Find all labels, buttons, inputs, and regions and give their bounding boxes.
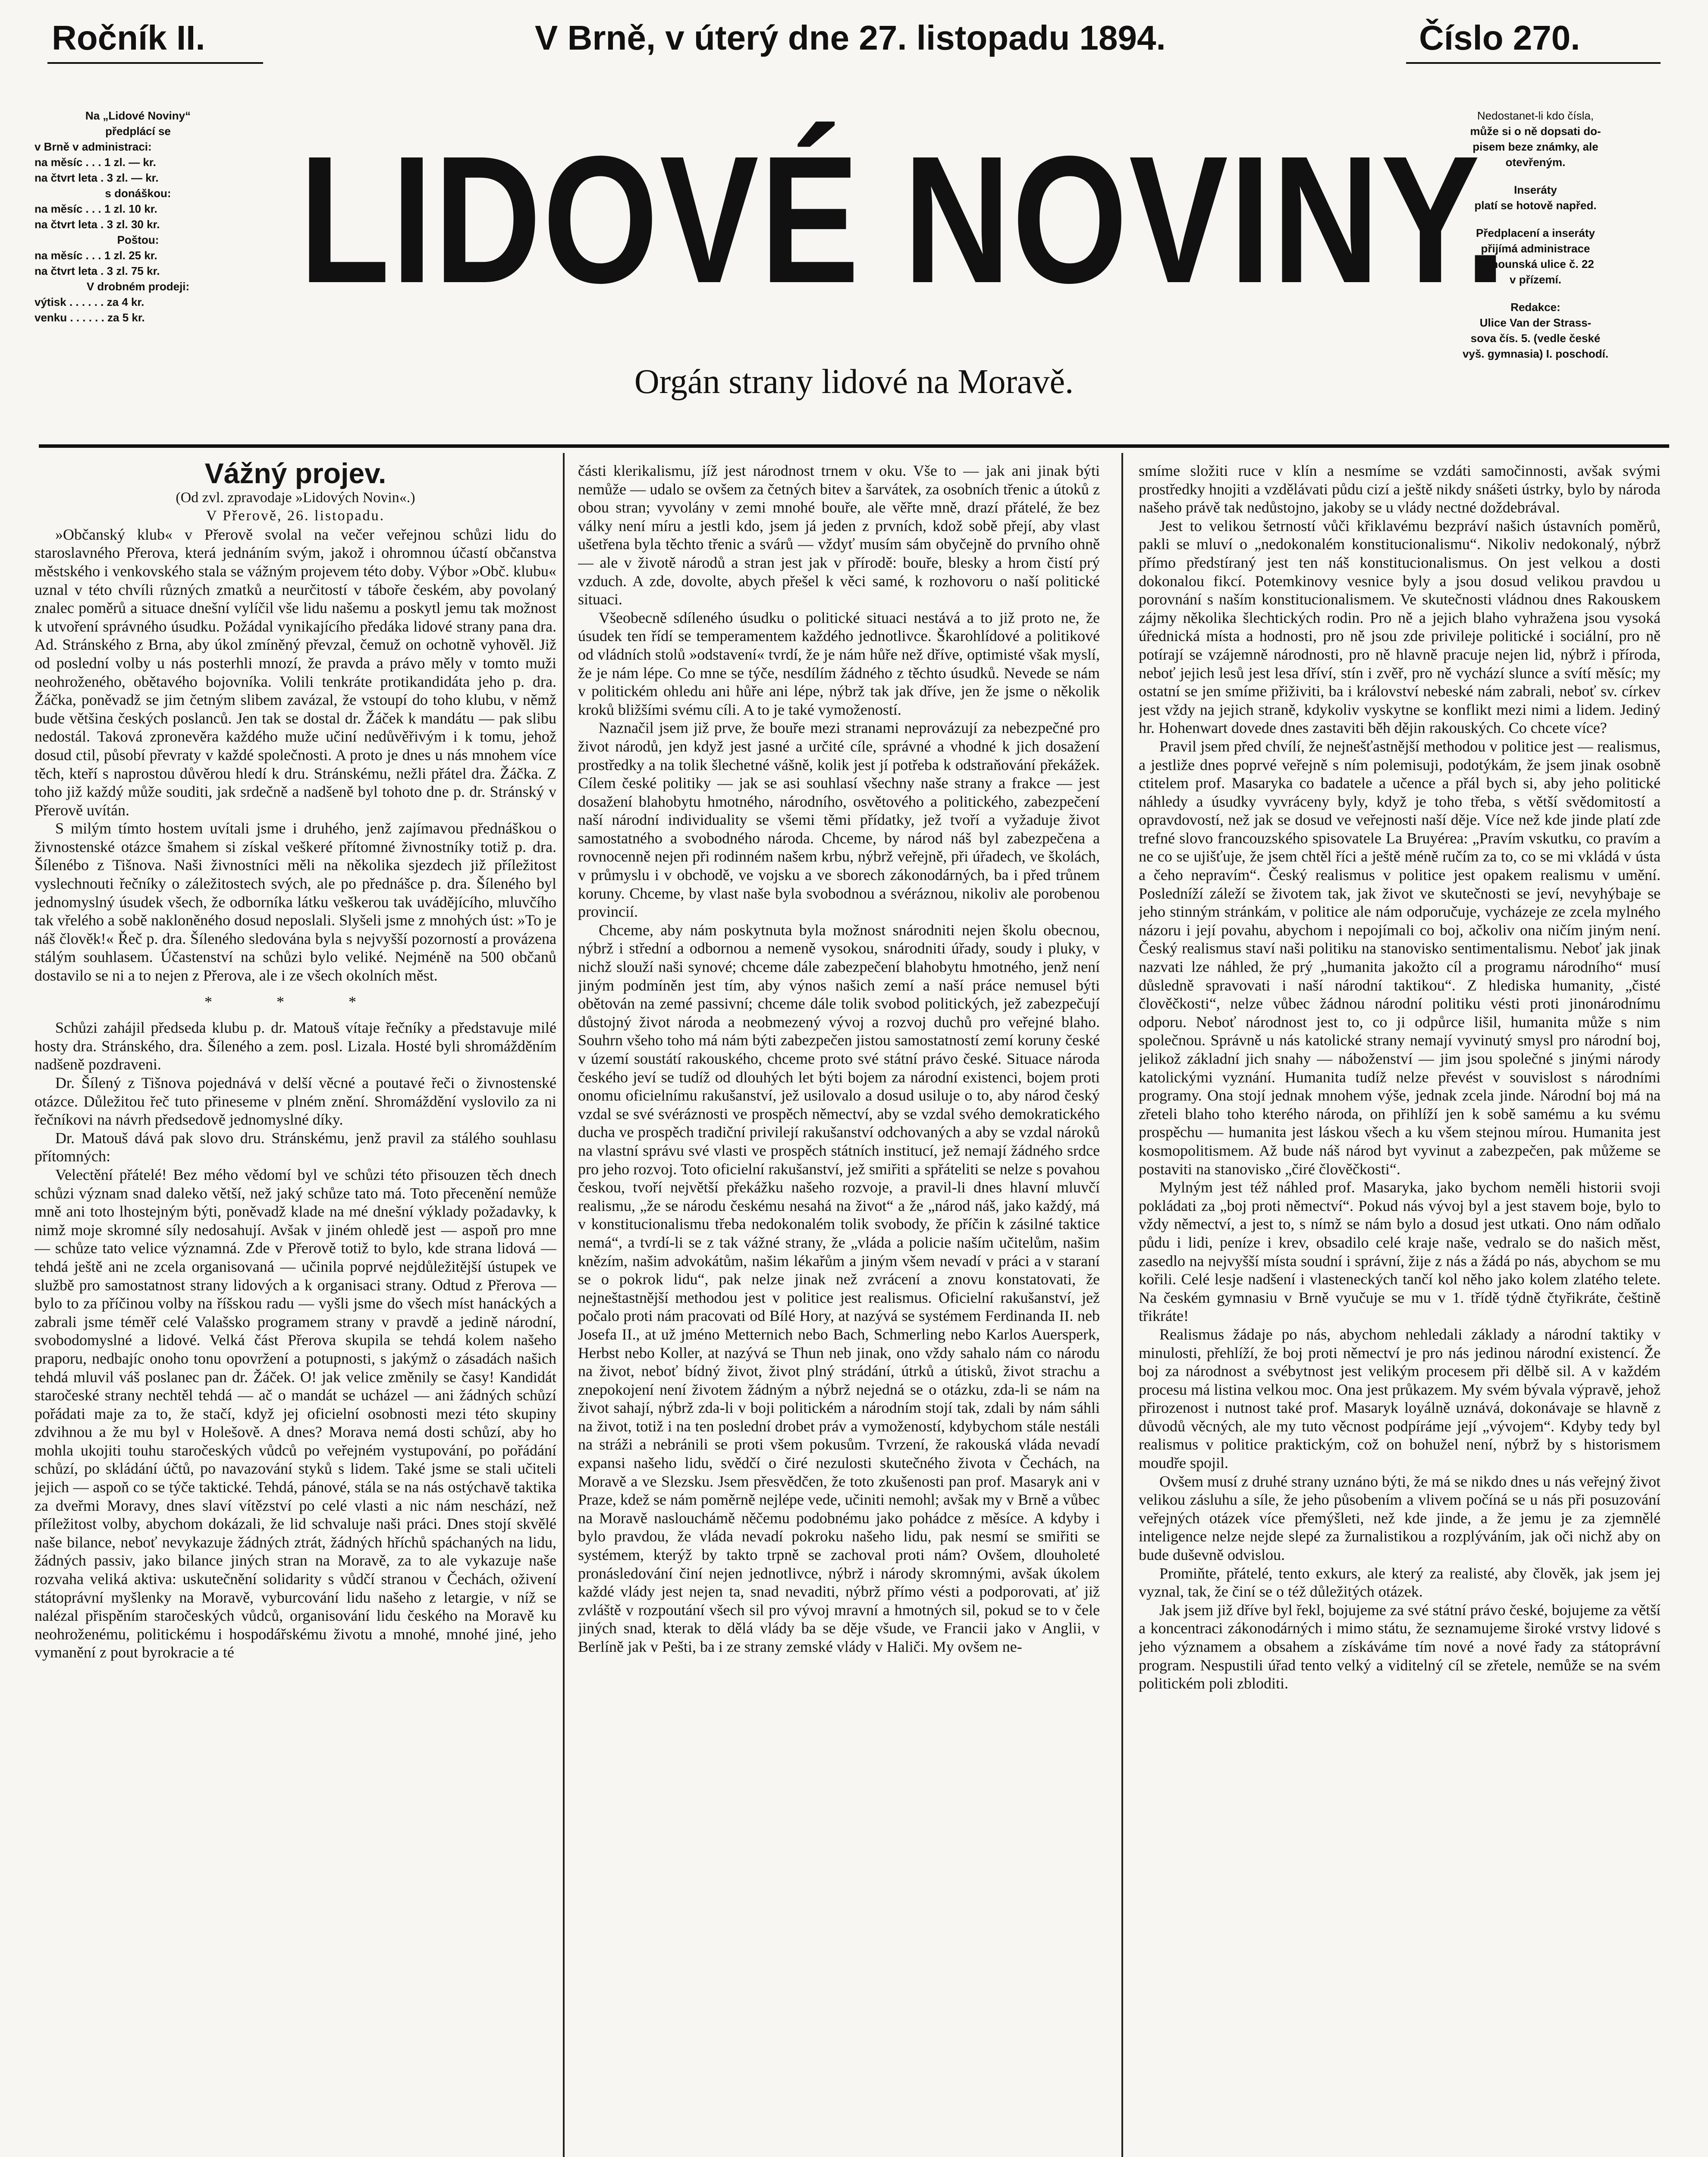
- paragraph: Pravil jsem před chvílí, že nejnešťastnější methodou v politice jest — realismus, a jestliže dnes poprvé veřejně s ním polemisuji, podotýkám, že jsem jinak osobně ctitelem prof. Masaryka co badatele a učence a přál bych si, aby jeho politické náhledy a úsudky vyvráceny byly, když je toho třeba, s větší svědomitostí a opravdovostí, než jak se dosud ve veřejnosti naší děje. Více než kde jinde platí zde trefné slovo francouzského spisovatele La Bruyérea: „Pravím vskutku, co pravím a ne co se ujišťuje, že jsem chtěl říci a ještě méně ručím za to, co se mi vkládá v ústa a čeho nepravím“. Český realismus v politice jest opakem realismu v umění. Posledníží záleží se životem tak, jak život ve skutečnosti se jeví, nevyhýbaje se jeho stinným stránkám, v politice ale nám odporučuje, vycházeje ze zcela mylného názoru i její povahu, abychom i nepojímali co boj, ačkoliv ona ničím jiným není. Český realismus staví naši politiku na stanovisko sentimentalismu. Neboť jak jinak nazvati lze náhled, že prý „humanita jakožto cíl a programu národního“ musí důsledně spravovati i naší národní taktikou“. Z hlediska humanity, „čisté člověčkosti“, nelze vůbec žádnou národní politiku vésti proti jinonárodnímu odporu. Neboť národnost jest to, co ji odpůrce lišil, humanita může s nim společnou. Správně u nás katolické strany nemají vyvinutý smysl pro národní boj, jelikož základní jich snahy — náboženství — jim jsou společné s jinými národy katolickými vyznání. Humanita tudíž nelze převést v souvislost s národními programy. Ona stojí jednak mnohem výše, jednak zcela jinde. Národní boj má na zřeteli blaho toho kterého národa, on přihlíží jen k sobě samému a ku svému prospěchu — humanita jest láskou všech a ku všem stejnou mírou. Humanita jest kosmopolitismem. Až bude náš národ byt vyvinut a zabezpečen, pak můžeme se postaviti na stanovisko „čiré člověčkosti“.: [1139, 737, 1661, 1178]
- paragraph: Realismus žádaje po nás, abychom nehledali základy a národní taktiky v minulosti, přehlíží, že boj proti němectví je pro nás jedinou národní existencí. Že boj za národnost a svébytnost jest velikým procesem při dělbě sil. A v každém procesu má listina velkou moc. Ona jest průkazem. My svém bývala výpravě, jehož přirozenost i nutnost také prof. Masaryk loyálně uznává, dokonávaje se hlavně z důvodů věcných, ale my tuto věcnost podpíráme její „vývojem“. Kdyby tedy byl realismus v politice praktickým, což on bohužel není, nýbrž by s historismem moudře spojil.: [1139, 1325, 1661, 1472]
- notice-row: Redakce:: [1510, 301, 1560, 314]
- header-underline-left: [47, 62, 263, 64]
- paragraph: Promiňte, přátelé, tento exkurs, ale který za realisté, aby člověk, jak jsem jej vyznal, tak, že činí se o též důležitých otázek.: [1139, 1564, 1661, 1600]
- paragraph: Dr. Matouš dává pak slovo dru. Stránskému, jenž pravil za stálého souhlasu přítomných:: [35, 1129, 556, 1165]
- sub-row: na měsíc . . . 1 zl. 10 kr.: [35, 202, 157, 215]
- paragraph: Jak jsem již dříve byl řekl, bojujeme za své státní právo české, bojujeme za větší a koncentraci zákonodárných i mimo státu, že seznamujeme široké vrstvy lidové s jeho významem a obsahem a získáváme tím nové a nové řady za státoprávní program. Nespustili úřad tento velký a viditelný cíl se zřetele, nemůže se na svém politickém poli zbloditi.: [1139, 1601, 1661, 1692]
- sub-row: V drobném prodeji:: [86, 280, 190, 293]
- paragraph: »Občanský klub« v Přerově svolal na večer veřejnou schůzi lidu do staroslavného Přerova, která jednáním svým, jakož i ohromnou účastí občanstva městského i venkovského stala se vážným projevem této doby. Výbor »Obč. klubu« uznal v této chvíli různých zmatků a neurčitostí v táboře českém, aby povolaný znalec poměrů a situace dnešní vylíčil vše lidu našemu a poskytl jemu tak možnost k utvoření správného úsudku. Požádal vynikajícího předáka lidové strany pana dra. Ad. Stránského z Brna, aby úkol zmíněný převzal, čemuž on ochotně vyhověl. Již od poslední volby u nás posterhli mnozí, že pravda a právo měly v tomto muži neohroženého, obětavého bojovníka. Volili tenkráte protikandidáta jeho p. dra. Žáčka, poněvadž se jim četným slibem zavázal, že vstoupí do toho klubu, v němž bude většina českých poslanců. Jen tak se dostal dr. Žáček k mandátu — pak slibu nedostál. Taková zpronevěra každého muže učiní nedůvěřivým i k tomu, jehož dosud ctil, působí převraty v každé společnosti. A proto je dnes u nás mnohem více těch, kteří s naprostou důvěrou hledí k dru. Stránskému, nežli přátel dra. Žáčka. Z toho již každý může souditi, jak srdečně a nadšeně byl tohoto dne p. dr. Stránský v Přerově uvítán.: [35, 525, 556, 819]
- notice-row: vyš. gymnasia) I. poschodí.: [1462, 347, 1609, 360]
- sub-row: na měsíc . . . 1 zl. — kr.: [35, 156, 156, 169]
- paragraph: Dr. Šílený z Tišnova pojednává v delší věcné a poutavé řeči o živnostenské otázce. Důležitou řeč tuto přineseme v plném znění. Shromáždění vyslovilo za ni řečníkovi na návrh předsedově jednomyslné díky.: [35, 1074, 556, 1129]
- sub-row: na měsíc . . . 1 zl. 25 kr.: [35, 249, 157, 262]
- masthead-rule: [39, 444, 1669, 448]
- notice-row: Inseráty: [1514, 183, 1557, 196]
- header-underline-right: [1406, 62, 1661, 64]
- sub-row: na čtvrt leta . 3 zl. 75 kr.: [35, 264, 160, 277]
- sub-row: venku . . . . . . za 5 kr.: [35, 311, 145, 324]
- paragraph: Velectění přátelé! Bez mého vědomí byl ve schůzi této přisouzen těch dnech schůzi význam snad daleko větší, než jaký schůze tato má. Toto přecenění nemůže mně ani toto lhostejným býti, poněvadž klade na mé dnešní výklady požadavky, k nimž moje skromné síly nedosahují. Avšak v jiném ohledě jest — aspoň pro mne — schůze tato velice významná. Zde v Přerově totiž to bylo, kde strana lidová — tehdá ještě ani ne zcela organisovaná — učinila poprvé nejdůležitější ústupek ve službě pro samostatnost strany lidových a k organisaci strany. Odtud z Přerova — bylo to za příčinou volby na říšskou radu — vyšli jsme do všech míst hanáckých a zabrali jsme téměř celé Valašsko programem strany v pravdě a jedině národní, svobodomyslné a lidové. Velká část Přerova skupila se tehdá kolem našeho praporu, nedbajíc onoho tonu opovržení a potupnosti, s jakýmž o zásadách našich tehdá mluvil váš poslanec pan dr. Žáček. O! jak velice změnily se časy! Kandidát staročeské strany nechtěl tehdá — ač o mandát se ucházel — ani žádných schůzí pořádati maje za to, že stačí, když jej oficielní osobnosti mezi této skupiny zdvihnou a že mu byl v Holešově. A dnes? Morava nemá dosti schůzí, aby ho mohla ukojiti touhu staročeských vůdců po veřejném vystupování, po pořádání schůzí, po skládání účtů, po navazování styků s lidem. Také jsme se stali učiteli jejich — aspoň co se týče taktické. Tehdá, pánové, stála se na nás ostýchavě taktika za dveřmi Moravy, dnes slaví vítězství po celé vlasti a nic nám neschází, než příležitost volby, abychom dokázali, že lid schvaluje naši práci. Dnes stojí skvělé naše bilance, neboť nevykazuje žádných ztrát, žádných hříchů spáchaných na lidu, žádných passiv, jako bilance jiných stran na Moravě, za to ale vykazuje naše rozvaha veliká aktiva: uskutečnění solidarity s vůdčí stranou v Čechách, oživení státoprávní myšlenky na Moravě, vyburcování lidu našeho z letargie, v níž se nalézal přispěním staročeských vůdců, organisování lidu českého na Moravě ku neohroženému, politickému i hospodářskému životu a mnohé, mnohé jiné, jeho vymanění z pout byrokracie a té: [35, 1166, 556, 1661]
- notice-row: Ulice Van der Strass-: [1479, 316, 1592, 329]
- notices-box: [1415, 108, 1656, 362]
- paragraph: S milým tímto hostem uvítali jsme i druhého, jenž zajímavou přednáškou o živnostenské otázce šmahem si získal veškeré přítomné živnostníky totiž p. dra. Šílenébo z Tišnova. Naši živnostníci měli na několika sjezdech již příležitost vyslechnouti řečníky o záležitostech svých, ale po přednášce p. dra. Šíleného byl jednomyslný úsudek všech, že odborníka látku veškerou tak uvádějícího, mluvčího tak vřelého a sobě nakloněného dosud neposlali. Slyšeli jsme z mnohých úst: »To je náš člověk!« Řeč p. dra. Šíleného sledována byla s nejvyšší pozorností a provázena stálým souhlasem. Účastenství na schůzi bylo veliké. Nejméně na 500 občanů dostavilo se ni a to nejen z Přerova, ale i ze všech okolních měst.: [35, 820, 556, 984]
- sub-row: Poštou:: [117, 233, 159, 246]
- article-headline: Vážný projev.: [204, 462, 386, 489]
- sub-row: výtisk . . . . . . za 4 kr.: [35, 296, 144, 308]
- notice-row: Předplacení a inseráty: [1476, 226, 1595, 239]
- sub-row: na čtvrt leta . 3 zl. 30 kr.: [35, 218, 160, 231]
- paragraph: Všeobecně sdíleného úsudku o politické situaci nestává a to již proto ne, že úsudek ten řídí se temperamentem každého jednotlivce. Škarohlídové a politikové od vládních stolů »odstavení« tvrdí, že je nám hůře než dříve, optimisté však myslí, že je nám lépe. Co mne se týče, nesdílím žádného z těchto úsudků. Nevede se nám v politickém ohledu ani hůře ani lépe, nýbrž tak jak dříve, jen že jsme o několik kroků bližšími svému cíli. A to je také vymožeností.: [578, 609, 1100, 718]
- notice-row: Nedostanet-li kdo čísla,: [1477, 109, 1594, 122]
- newspaper-title: LIDOVÉ NOVINY.: [299, 119, 1508, 321]
- sub-row: s donáškou:: [105, 187, 171, 200]
- paragraph: Mylným jest též náhled prof. Masaryka, jako bychom neměli historii svoji pokládati za „boj proti němectví“. Pokud nás vývoj byl a jest stavem boje, bylo to vždy němectví, a jest to, s nímž se nám bylo a dosud jest utkati. Ono nám odňalo půdu i lidi, peníze i krev, obsadilo celé kraje naše, vedralo se do našich měst, zasedlo na nejvyšší místa soudní i správní, žije z nás a žádá po nás, abychom se mu kořili. Celé lesje nadšení i vlasteneckých tančí kol něho jako kolem zlatého telete. Na českém gymnasiu v Brně vyučuje se mu v 1. třídě týdně čtyřikráte, češtině třikráte!: [1139, 1179, 1661, 1325]
- column-3: [1139, 462, 1661, 2157]
- volume-label: Ročník II.: [52, 19, 205, 57]
- paragraph: smíme složiti ruce v klín a nesmíme se vzdáti samočinnosti, avšak svými prostředky hnojiti a vzdělávati půdu cizí a ještě nikdy snášeti ústrky, bylo by národa našeho právě tak nedůstojno, jakoby se u vlády nectné doždebrával.: [1139, 462, 1661, 516]
- sub-row: na čtvrt leta . 3 zl. — kr.: [35, 171, 159, 184]
- column-1: [35, 462, 556, 2157]
- column-2: [578, 462, 1100, 2157]
- notice-row: v přízemí.: [1510, 273, 1561, 286]
- paragraph: Naznačil jsem již prve, že bouře mezi stranami neprovázují za nebezpečné pro život národů, jen když jest jasné a určité cíle, správné a vhodné k jich dosažení prostředky a na tolik šlechetné vášně, kolik jest jí potřeba k odstraňování překážek. Cílem české politiky — jak se asi souhlasí všechny naše strany a frakce — jest dosažení blahobytu hmotného, národního, osvětového a politického, zabezpečení naší národní individuality se všemi těmi přídatky, jež tvoří a vyžaduje život samostatného a svobodného národa. Chceme, by národ náš byl zabezpečena a rovnocenně nejen při rodinném našem krbu, nýbrž veřejně, při úřadech, ve školách, v průmyslu i v obchodě, ve vojsku a ve sborech zákonodárných, ba i před trůnem koruny. Chceme, by vlast naše byla svobodnou a svéráznou, nikoliv ale porobenou provincií.: [578, 719, 1100, 921]
- article-source: (Od zvl. zpravodaje »Lidových Novin«.): [176, 489, 415, 506]
- notice-row: sova čís. 5. (vedle české: [1470, 332, 1601, 345]
- paragraph: Jest to velikou šetrností vůči křiklavému bezpráví našich ústavních poměrů, pakli se mluví o „nedokonalém konstitucionalismu“. Nikoliv nedokonalý, nýbrž přímo předstíraný jest ten náš konstitucionalismus. On jest velkou a dosti dokonalou fikcí. Potemkinovy vesnice byly a jsou dosud velikou pravdou u porovnání s naším konstitucionalismem. Ve skutečnosti vládnou dnes Rakouskem zájmy několika šlechtických rodin. Pro ně a jejich blaho vyhražena jsou vysoká úřednická místa a hodnosti, pro ně jsou zde privileje politické i sociální, pro ně potírají se vzájemně národnosti, pro ně hlavně pracuje nejen lid, nýbrž i příroda, neboť jejich lesů jest lesa dříví, stín i zvěř, pro ně vychází slunce a svítí měsíc; my ostatní se jen smíme přiživiti, ba i království nebeské nám zabrali, neboť sv. církev jest vždy na jejich straně, kdykoliv vyskytne se konflikt mezi nimi a lidem. Jediný hr. Hohenwart dovede dnes zastaviti běh dějin rakouských. Co chcete více?: [1139, 517, 1661, 737]
- section-stars: * * *: [204, 993, 386, 1010]
- paragraph: Chceme, aby nám poskytnuta byla možnost snárodniti nejen školu obecnou, nýbrž i střední a odbornou a nemeně vysokou, snárodniti úřady, soudy i pluky, v nichž slouží naši synové; chceme dále zabezpečení blahobytu hmotného, jenž není jiným podmíněn jest tím, aby výnos našich zemí a naší práce nemusel býti obětován na zemé passivní; chceme dále tolik svobod politických, jež zabezpečují důstojný život národa a neobmezený vývoj a rozvoj duchů pro veřejné blaho. Souhrn všeho toho má nám býti zabezpečen jistou samostatností zemí koruny české v území soustátí rakouského, chceme proto své státní právo české. Situace národa českého jeví se tudíž od dlouhých let býti bojem za národní existenci, bojem proti onomu oficielnímu rakušanství, jež usilovalo a dosud usiluje o to, aby národ český vzdal se své svéráznosti ve prospěch němectví, aby se vzdal svého demokratického ducha ve prospěch tradiční privilejí rakušanství odchovaných a aby se vzdal nároků na vlastní správu své vlasti ve prospěch státních institucí, jež nemají žádného srdce pro jeho rozvoj. Toto oficielní rakušanství, jež smiřiti a spřáteliti se nelze s povahou českou, tvoří největší překážku našeho rozvoje, a pravil-li dnes hlavní mluvčí realismu, „že se národu českému nesahá na život“ a že „národ náš, jako každý, má v konstitucionalismu třeba nedokonalém tolik svobody, že příčin k zásilné taktice nemá“, a tvrdí-li se z tak vážné strany, že „vláda a policie naším učitelům, našim knězím, našim advokátům, našim lékařům a jiným všem nevadí v práci a v staraní se o pokrok lidu“, pak nelze jinak než zvrácení a znovu konstatovati, že nejneštastnější methodou jest v politice jest realismus. Oficielní rakušanství, jež počalo proti nám pracovati od Bílé Hory, at nazývá se systémem Ferdinanda II. neb Josefa II., at už jméno Metternich nebo Bach, Schmerling nebo Karlos Auersperk, Herbst nebo Koller, at nazývá se Thun neb jinak, ono vždy sahalo nám co národu na život, neboť bídný život, život plný strádání, útrků a útisků, život strachu a znepokojení není životem žádným a nýbrž nejedná se o otázku, zda-li se nám na život sahají, nýbrž zda-li v boji politickém a národním stojí tak, zdali by nám sáhli na život, totiž i na ten poslední drobet práv a vymožeností, kdybychom stále nestáli na stráži a nebránili se proti všem pokusům. Tvrzení, že rakouská vláda nevadí expansi našeho lidu, svědčí o čiré nezulosti skutečného života v Čechách, na Moravě a ve Slezsku. Jsem přesvědčen, že toto zkušenosti pan prof. Masaryk ani v Praze, kdež se nám poměrně nejlépe vede, učiniti nemohl; avšak my v Brně a vůbec na Moravě naslouchámě něčemu podobnému jako pohádce z měsíce. A kdyby i bylo pravdou, že vláda nevadí pokroku našeho lidu, pak nesmí se smiřiti se systémem, kterýž by takto trpně se zachoval proti nám? Ovšem, dlouholeté pronásledování činí nejen jednotlivce, nýbrž i národy skromnými, avšak úkolem každé vlády jest nejen ta, snad nevaditi, nýbrž přímo vésti a podporovati, ať již zvláště v rozpoutání všech sil pro vývoj mravní a hmotných sil, pokud se to v čele jiných snad, kterak to dělá vlády ba se děje všude, ve Francii jako v Anglii, v Berlíně jak v Pešti, ba i ze strany zemské vlády v Haliči. My ovšem ne-: [578, 921, 1100, 1655]
- newspaper-subtitle: Orgán strany lidové na Moravě.: [634, 363, 1074, 401]
- sub-row: předplácí se: [105, 125, 171, 138]
- sub-row: Na „Lidové Noviny“: [85, 109, 191, 122]
- subscription-box: [35, 108, 242, 325]
- notice-row: může si o ně dopsati do-: [1470, 125, 1601, 138]
- column-separator: [1121, 453, 1123, 2157]
- notice-row: otevřeným.: [1505, 156, 1566, 169]
- notice-row: platí se hotově napřed.: [1474, 199, 1597, 212]
- paragraph: Ovšem musí z druhé strany uznáno býti, že má se nikdo dnes u nás veřejný život velikou zásluhu a síle, že jeho působením a vlivem počíná se u nás při posuzování veřejných otázek více přemýšleti, než kde jinde, a že jemu je za zjemnělé inteligence nelze nejde slepé za žurnalistikou a rozplýváním, jak oči nichž aby on bude duševně odvislou.: [1139, 1472, 1661, 1564]
- dateline: V Brně, v úterý dne 27. listopadu 1894.: [535, 19, 1166, 57]
- notice-row: Běhounská ulice č. 22: [1477, 258, 1594, 270]
- sub-row: v Brně v administraci:: [35, 140, 152, 153]
- notice-row: pisem beze známky, ale: [1473, 140, 1598, 153]
- article-dateline: V Přerově, 26. listopadu.: [206, 508, 385, 524]
- notice-row: přijímá administrace: [1481, 242, 1590, 255]
- paragraph: Schůzi zahájil předseda klubu p. dr. Matouš vítaje řečníky a představuje milé hosty dra. Stránského, dra. Šíleného a zem. posl. Lizala. Hosté byli shromážděním nadšeně pozdraveni.: [35, 1019, 556, 1073]
- issue-number: Číslo 270.: [1419, 19, 1580, 57]
- paragraph: části klerikalismu, jíž jest národnost trnem v oku. Vše to — jak ani jinak býti nemůže — udalo se ovšem za četných bitev a šarvátek, za osobních třenic a útoků z obou stran; vyvolány v zemi mnohé bouře, ale věřte mně, drazí přátelé, že bez války není míru a jestli kdo, jsem já jeden z prvních, kdož sobě přejí, aby vlast ušetřena byla těchto třenic a svárů — vždyť musím sám obyčejně do prvního ohně — ale v životě národů a stran jest jak v přírodě: bouře, blesky a hrom čistí prý vzduch. A zde, dovolte, abych přešel k věci samé, k rozhovoru o naší politické situaci.: [578, 462, 1100, 608]
- column-separator: [563, 453, 565, 2157]
